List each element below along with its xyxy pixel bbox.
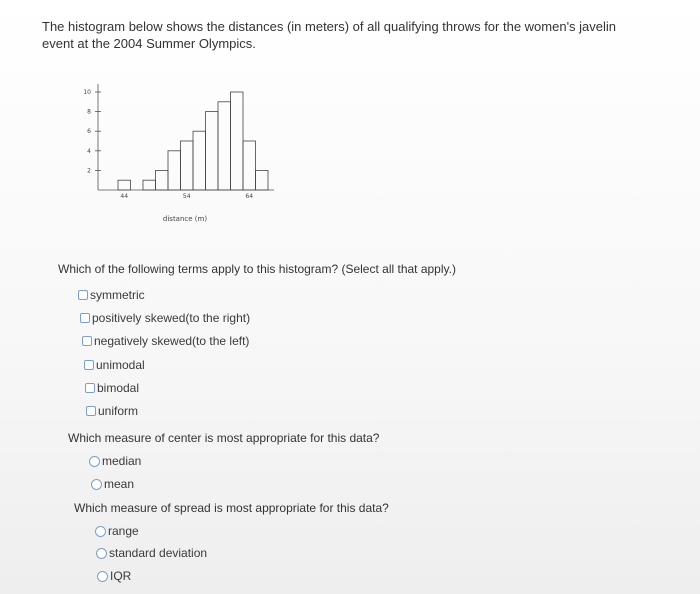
radio-button[interactable]: [97, 571, 108, 582]
histogram-chart: [70, 78, 310, 228]
option-standard-deviation[interactable]: [96, 546, 207, 560]
option-positively-skewed[interactable]: [80, 311, 250, 325]
option-label: standard deviation: [109, 546, 208, 560]
option-mean[interactable]: [91, 477, 134, 491]
histogram-bar: [193, 131, 206, 190]
x-tick-label: 44: [120, 193, 129, 200]
checkbox[interactable]: [85, 383, 95, 393]
chart-x-ticks: [120, 193, 253, 200]
option-median[interactable]: [89, 454, 141, 468]
option-symmetric[interactable]: [78, 288, 145, 302]
x-axis-label: distance (m): [162, 215, 208, 223]
radio-button[interactable]: [89, 456, 100, 467]
x-tick-label: 64: [245, 193, 254, 200]
option-label: median: [102, 454, 142, 468]
question-3-text: Which measure of spread is most appropriate for this data?: [74, 501, 389, 515]
checkbox[interactable]: [86, 406, 96, 416]
option-label: positively skewed(to the right): [92, 311, 251, 325]
option-label: bimodal: [97, 381, 140, 395]
option-label: mean: [104, 477, 135, 491]
option-bimodal[interactable]: [85, 381, 139, 395]
y-tick-label: 8: [87, 108, 91, 116]
histogram-bar: [256, 170, 269, 190]
option-negatively-skewed[interactable]: [82, 334, 249, 348]
histogram-bar: [206, 112, 219, 190]
checkbox[interactable]: [80, 313, 90, 323]
y-tick-label: 4: [87, 147, 91, 155]
option-label: range: [108, 524, 139, 538]
checkbox[interactable]: [82, 336, 92, 346]
histogram-bar: [231, 92, 244, 190]
x-tick-label: 54: [182, 193, 191, 200]
option-range[interactable]: [95, 524, 139, 538]
intro-text: The histogram below shows the distances (in meters) of all qualifying throws for the women's javelin event at the 2004 Summer Olympics.: [42, 19, 617, 51]
y-tick-label: 2: [87, 167, 91, 175]
option-iqr[interactable]: [97, 569, 131, 583]
y-tick-label: 6: [87, 128, 91, 136]
option-unimodal[interactable]: [84, 358, 145, 372]
checkbox[interactable]: [84, 360, 94, 370]
y-tick-label: 10: [83, 89, 91, 96]
question-2-text: Which measure of center is most appropriate for this data?: [68, 431, 380, 445]
histogram-bar: [243, 141, 256, 190]
checkbox[interactable]: [78, 290, 88, 300]
option-label: uniform: [98, 404, 139, 418]
histogram-bar: [218, 102, 231, 190]
option-label: negatively skewed(to the left): [94, 334, 250, 348]
chart-axes: [98, 84, 274, 190]
histogram-bar: [181, 141, 194, 190]
radio-button[interactable]: [91, 479, 102, 490]
question-1-text: Which of the following terms apply to this histogram? (Select all that apply.): [58, 262, 456, 276]
option-label: unimodal: [96, 358, 145, 372]
histogram-bar: [168, 151, 181, 190]
radio-button[interactable]: [96, 548, 107, 559]
chart-bars: [118, 92, 268, 190]
radio-button[interactable]: [95, 526, 106, 537]
histogram-bar: [143, 180, 156, 190]
histogram-bar: [118, 180, 131, 190]
histogram-bar: [156, 170, 169, 190]
option-uniform[interactable]: [86, 404, 138, 418]
option-label: IQR: [110, 569, 132, 583]
option-label: symmetric: [90, 288, 145, 302]
